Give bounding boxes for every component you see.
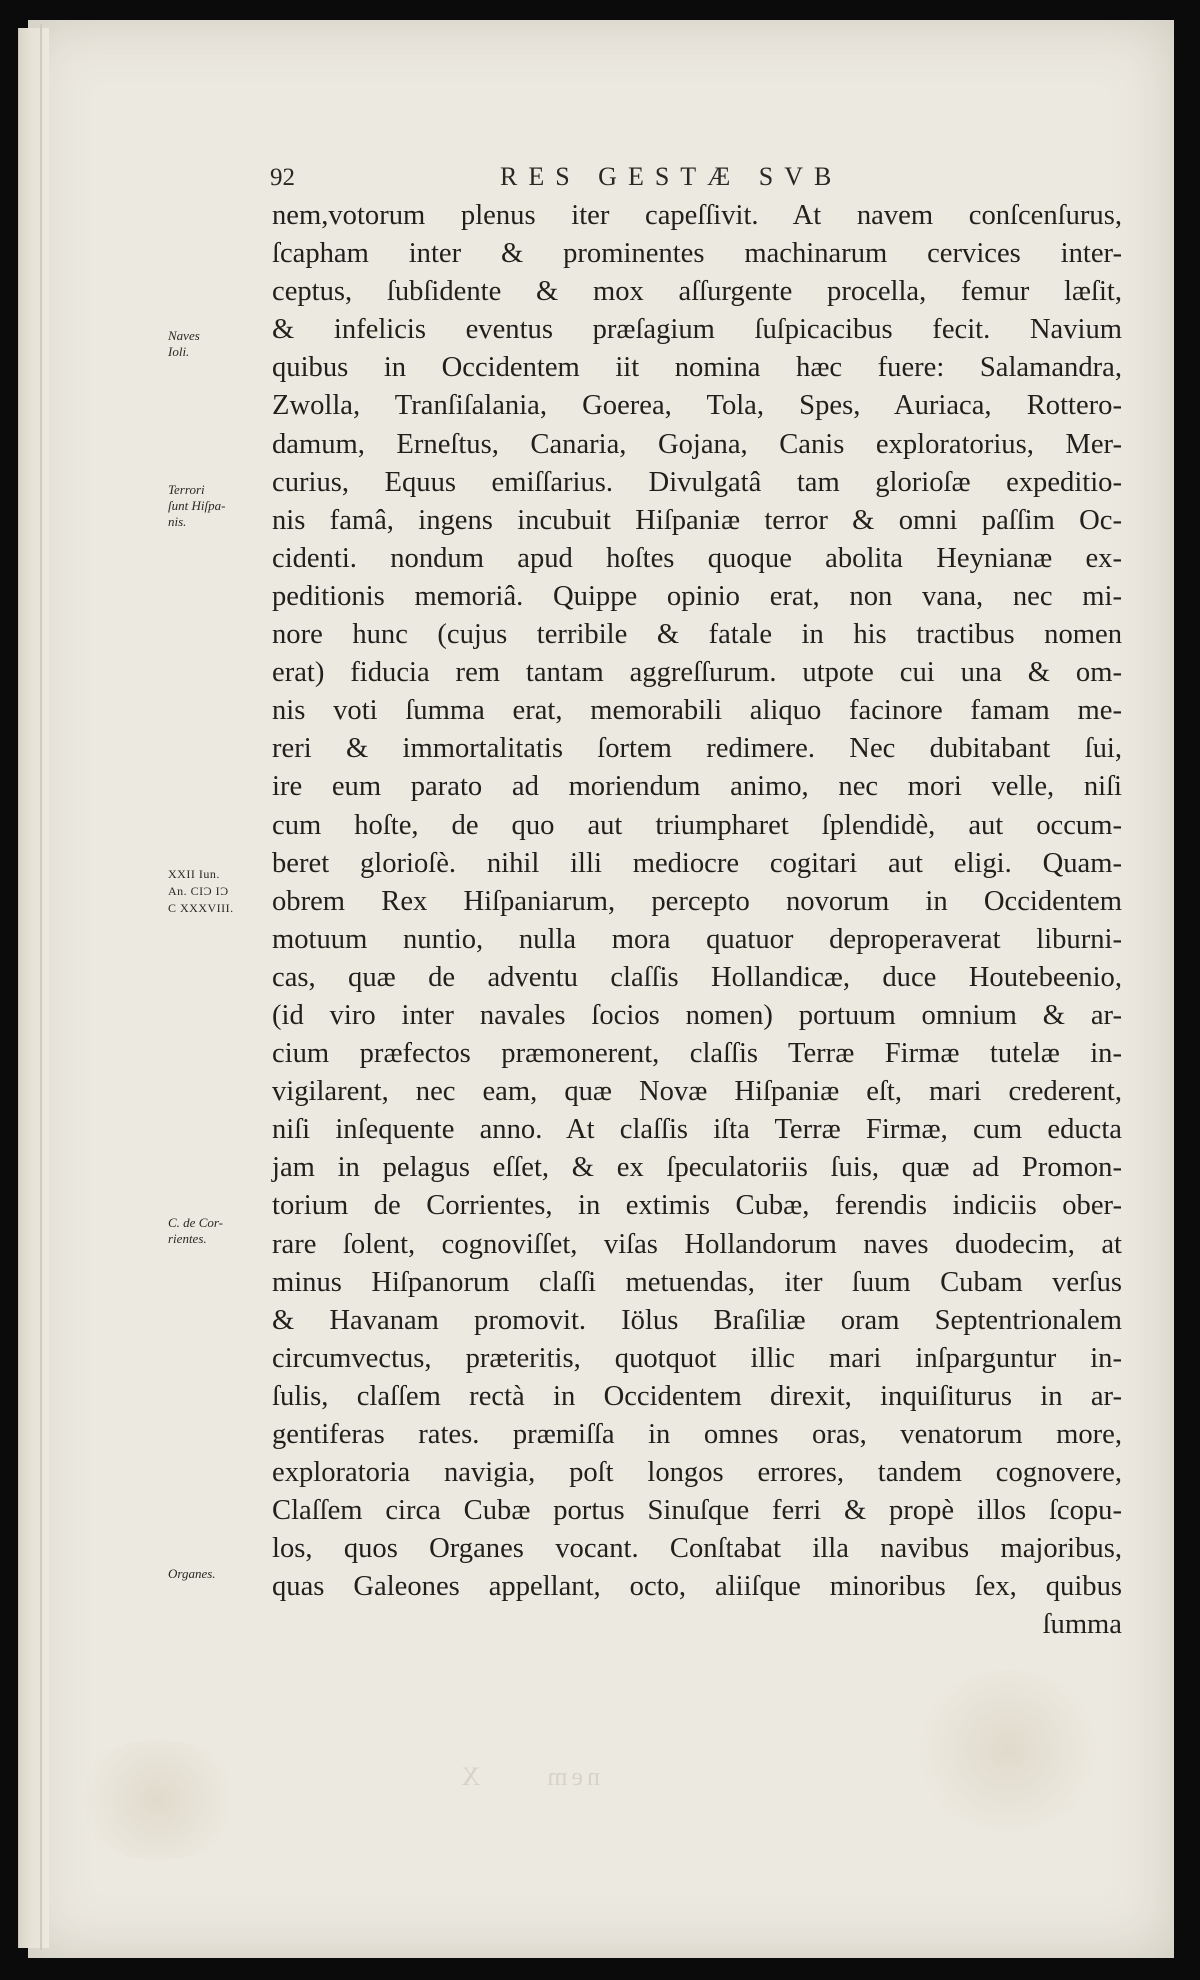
text-line: circumvectus, præteritis, quotquot illic mari inſparguntur in- xyxy=(272,1342,1122,1374)
text-line: obrem Rex Hiſpaniarum, percepto novorum in Occidentem xyxy=(272,885,1122,917)
text-line: ſcapham inter & prominentes machinarum cervices inter- xyxy=(272,238,1122,270)
text-line: cium præfectos præmonerent, claſſis Terræ Firmæ tutelæ in- xyxy=(272,1038,1122,1070)
margin-note-line: Terrori xyxy=(168,482,205,497)
text-line: ire eum parato ad moriendum animo, nec mori velle, niſi xyxy=(272,771,1122,803)
text-line: ſulis, claſſem rectà in Occidentem direxit, inquiſiturus in ar- xyxy=(272,1380,1122,1412)
page-gutter-line xyxy=(40,24,42,1950)
text-line: torium de Corrientes, in extimis Cubæ, ferendis indiciis ober- xyxy=(272,1190,1122,1222)
text-line: (id viro inter navales ſocios nomen) portuum omnium & ar- xyxy=(272,999,1122,1031)
margin-note-terrori xyxy=(168,482,268,530)
text-line: Claſſem circa Cubæ portus Sinuſque ferri & propè illos ſcopu- xyxy=(272,1495,1122,1527)
margin-note-organes xyxy=(168,1566,268,1582)
text-line: cas, quæ de adventu claſſis Hollandicæ, duce Houtebeenio, xyxy=(272,961,1122,993)
page-number: 92 xyxy=(270,164,295,191)
text-line: beret glorioſè. nihil illi mediocre cogitari aut eligi. Quam- xyxy=(272,847,1122,879)
text-line: jam in pelagus eſſet, & ex ſpeculatoriis ſuis, quæ ad Promon- xyxy=(272,1152,1122,1184)
text-line: rare ſolent, cognoviſſet, viſas Hollandorum naves duodecim, at xyxy=(272,1228,1122,1260)
text-line: & infelicis eventus præſagium ſuſpicacibus fecit. Navium xyxy=(272,314,1122,346)
text-line: vigilarent, nec eam, quæ Novæ Hiſpaniæ eſt, mari crederent, xyxy=(272,1076,1122,1108)
page-stack-edge xyxy=(18,28,49,1948)
body-text xyxy=(272,197,1122,1645)
text-line: erat) fiducia rem tantam aggreſſurum. utpote cui una & om- xyxy=(272,657,1122,689)
show-through-text: nem X xyxy=(457,1762,600,1791)
margin-note-line: nis. xyxy=(168,514,187,529)
text-line: quas Galeones appellant, octo, aliiſque minoribus ſex, quibus xyxy=(272,1571,1122,1603)
text-line: Zwolla, Tranſiſalania, Goerea, Tola, Spes, Auriaca, Rottero- xyxy=(272,390,1122,422)
text-line: peditionis memoriâ. Quippe opinio erat, non vana, nec mi- xyxy=(272,580,1122,612)
text-line: nore hunc (cujus terribile & fatale in his tractibus nomen xyxy=(272,619,1122,651)
text-line: los, quos Organes vocant. Conſtabat illa navibus majoribus, xyxy=(272,1533,1122,1565)
catchword: ſumma xyxy=(1042,1609,1122,1641)
text-line: motuum nuntio, nulla mora quatuor deproperaverat liburni- xyxy=(272,923,1122,955)
text-line: ceptus, ſubſidente & mox aſſurgente procella, femur læſit, xyxy=(272,276,1122,308)
margin-note-line: C. de Cor- xyxy=(168,1215,223,1230)
margin-note-line: An. CIƆ IƆ xyxy=(168,884,229,898)
margin-note-line: Ioli. xyxy=(168,344,190,359)
text-line: nem,votorum plenus iter capeſſivit. At navem conſcenſurus, xyxy=(272,200,1122,231)
text-line: gentiferas rates. præmiſſa in omnes oras, venatorum more, xyxy=(272,1419,1122,1450)
margin-note-line: C XXXVIII. xyxy=(168,901,234,915)
text-line: damum, Erneſtus, Canaria, Gojana, Canis exploratorius, Mer- xyxy=(272,428,1122,460)
margin-note-line: rientes. xyxy=(168,1231,207,1246)
text-line: cum hoſte, de quo aut triumpharet ſplendidè, aut occum- xyxy=(272,809,1122,841)
margin-note-line: Naves xyxy=(168,328,200,343)
text-line: exploratoria navigia, poſt longos errores, tandem cognovere, xyxy=(272,1457,1122,1489)
text-line: nis famâ, ingens incubuit Hiſpaniæ terror & omni paſſim Oc- xyxy=(272,504,1122,536)
text-line: & Havanam promovit. Iölus Braſiliæ oram Septentrionalem xyxy=(272,1304,1122,1336)
margin-note-naves-ioli xyxy=(168,328,268,360)
margin-note-corrientes xyxy=(168,1215,268,1247)
page-header xyxy=(270,160,1130,194)
text-line: nis voti ſumma erat, memorabili aliquo facinore famam me- xyxy=(272,695,1122,727)
text-line: curius, Equus emiſſarius. Divulgatâ tam glorioſæ expeditio- xyxy=(272,466,1122,498)
margin-note-line: Organes. xyxy=(168,1566,216,1581)
margin-note-date xyxy=(168,866,268,917)
text-line: reri & immortalitatis ſortem redimere. Nec dubitabant ſui, xyxy=(272,733,1122,765)
margin-note-line: XXII Iun. xyxy=(168,867,220,881)
running-head: RES GESTÆ SVB xyxy=(500,162,843,191)
margin-note-line: ſunt Hiſpa- xyxy=(168,498,226,513)
text-line: cidenti. nondum apud hoſtes quoque abolita Heynianæ ex- xyxy=(272,542,1122,574)
text-line: niſi inſequente anno. At claſſis iſta Terræ Firmæ, cum educta xyxy=(272,1114,1122,1146)
text-line: quibus in Occidentem iit nomina hæc fuere: Salamandra, xyxy=(272,352,1122,384)
text-line: minus Hiſpanorum claſſi metuendas, iter ſuum Cubam verſus xyxy=(272,1266,1122,1298)
